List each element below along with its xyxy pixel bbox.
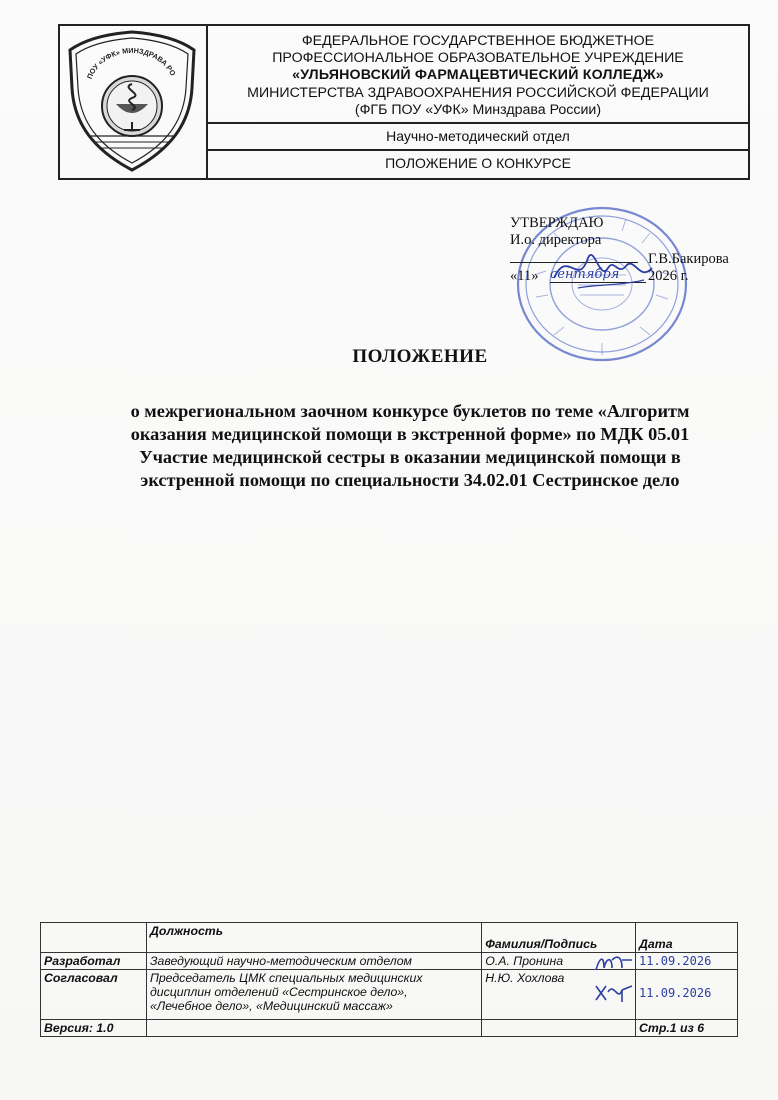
- subtitle-line-2: оказания медицинской помощи в экстренной форме» по МДК 05.01: [130, 424, 690, 444]
- header-position: Должность: [146, 923, 481, 953]
- department-name: Научно-методический отдел: [208, 124, 748, 151]
- row-label-agreed: Согласовал: [41, 970, 147, 1020]
- document-header: [58, 24, 750, 180]
- row-position-developed: Заведующий научно-методическим отделом: [146, 953, 481, 970]
- page-number: Стр.1 из 6: [636, 1020, 738, 1037]
- header-date: Дата: [636, 923, 738, 953]
- row-date-agreed: 11.09.2026: [636, 970, 738, 1020]
- row-name-agreed: Н.Ю. Хохлова: [482, 970, 636, 1020]
- version-label: Версия: 1.0: [41, 1020, 147, 1037]
- table-row: [41, 1020, 738, 1037]
- org-line-3: «УЛЬЯНОВСКИЙ ФАРМАЦЕВТИЧЕСКИЙ КОЛЛЕДЖ»: [292, 67, 664, 84]
- document-subtitle: [70, 400, 750, 492]
- director-signature-icon: [548, 238, 658, 298]
- approval-heading: УТВЕРЖДАЮ: [510, 215, 604, 231]
- org-line-5: (ФГБ ПОУ «УФК» Минздрава России): [354, 101, 602, 118]
- college-emblem-icon: [60, 26, 204, 176]
- subtitle-line-1: о межрегиональном заочном конкурсе буклетов по теме «Алгоритм: [130, 401, 690, 421]
- row-date-developed: 11.09.2026: [636, 953, 738, 970]
- pronina-signature-icon: [592, 950, 636, 976]
- table-header-row: [41, 923, 738, 953]
- approval-year: 2026 г.: [648, 268, 689, 284]
- approval-position: И.о. директора: [510, 232, 602, 248]
- row-label-developed: Разработал: [41, 953, 147, 970]
- row-name-developed: О.А. Пронина: [482, 953, 636, 970]
- org-line-2: ПРОФЕССИОНАЛЬНОЕ ОБРАЗОВАТЕЛЬНОЕ УЧРЕЖДЕНИЕ: [272, 50, 684, 67]
- document-type: ПОЛОЖЕНИЕ О КОНКУРСЕ: [385, 155, 571, 171]
- subtitle-line-4: экстренной помощи по специальности 34.02.01 Сестринское дело: [140, 470, 680, 490]
- logo-cell: [60, 26, 208, 178]
- document-title: ПОЛОЖЕНИЕ: [352, 346, 488, 367]
- approval-month: сентября: [550, 267, 620, 282]
- row-position-agreed: Председатель ЦМК специальных медицинских дисциплин отделений «Сестринское дело», «Лечебное дело», «Медицинский массаж»: [146, 970, 481, 1020]
- svg-text:ФГБ ПОУ «УФК» МИНЗДРАВА РОССИИ: ПОУ «УФК» МИНЗДРАВА РО: [84, 45, 178, 81]
- approval-day: «11»: [510, 268, 539, 284]
- org-line-4: МИНИСТЕРСТВА ЗДРАВООХРАНЕНИЯ РОССИЙСКОЙ ФЕДЕРАЦИИ: [247, 84, 709, 101]
- approver-name: Г.В.Бакирова: [648, 251, 729, 267]
- subtitle-line-3: Участие медицинской сестры в оказании медицинской помощи в: [139, 447, 681, 467]
- org-line-1: ФЕДЕРАЛЬНОЕ ГОСУДАРСТВЕННОЕ БЮДЖЕТНОЕ: [301, 33, 655, 49]
- header-name: Фамилия/Подпись: [482, 923, 636, 953]
- organization-name: [208, 26, 748, 124]
- khokhlova-signature-icon: [592, 978, 636, 1008]
